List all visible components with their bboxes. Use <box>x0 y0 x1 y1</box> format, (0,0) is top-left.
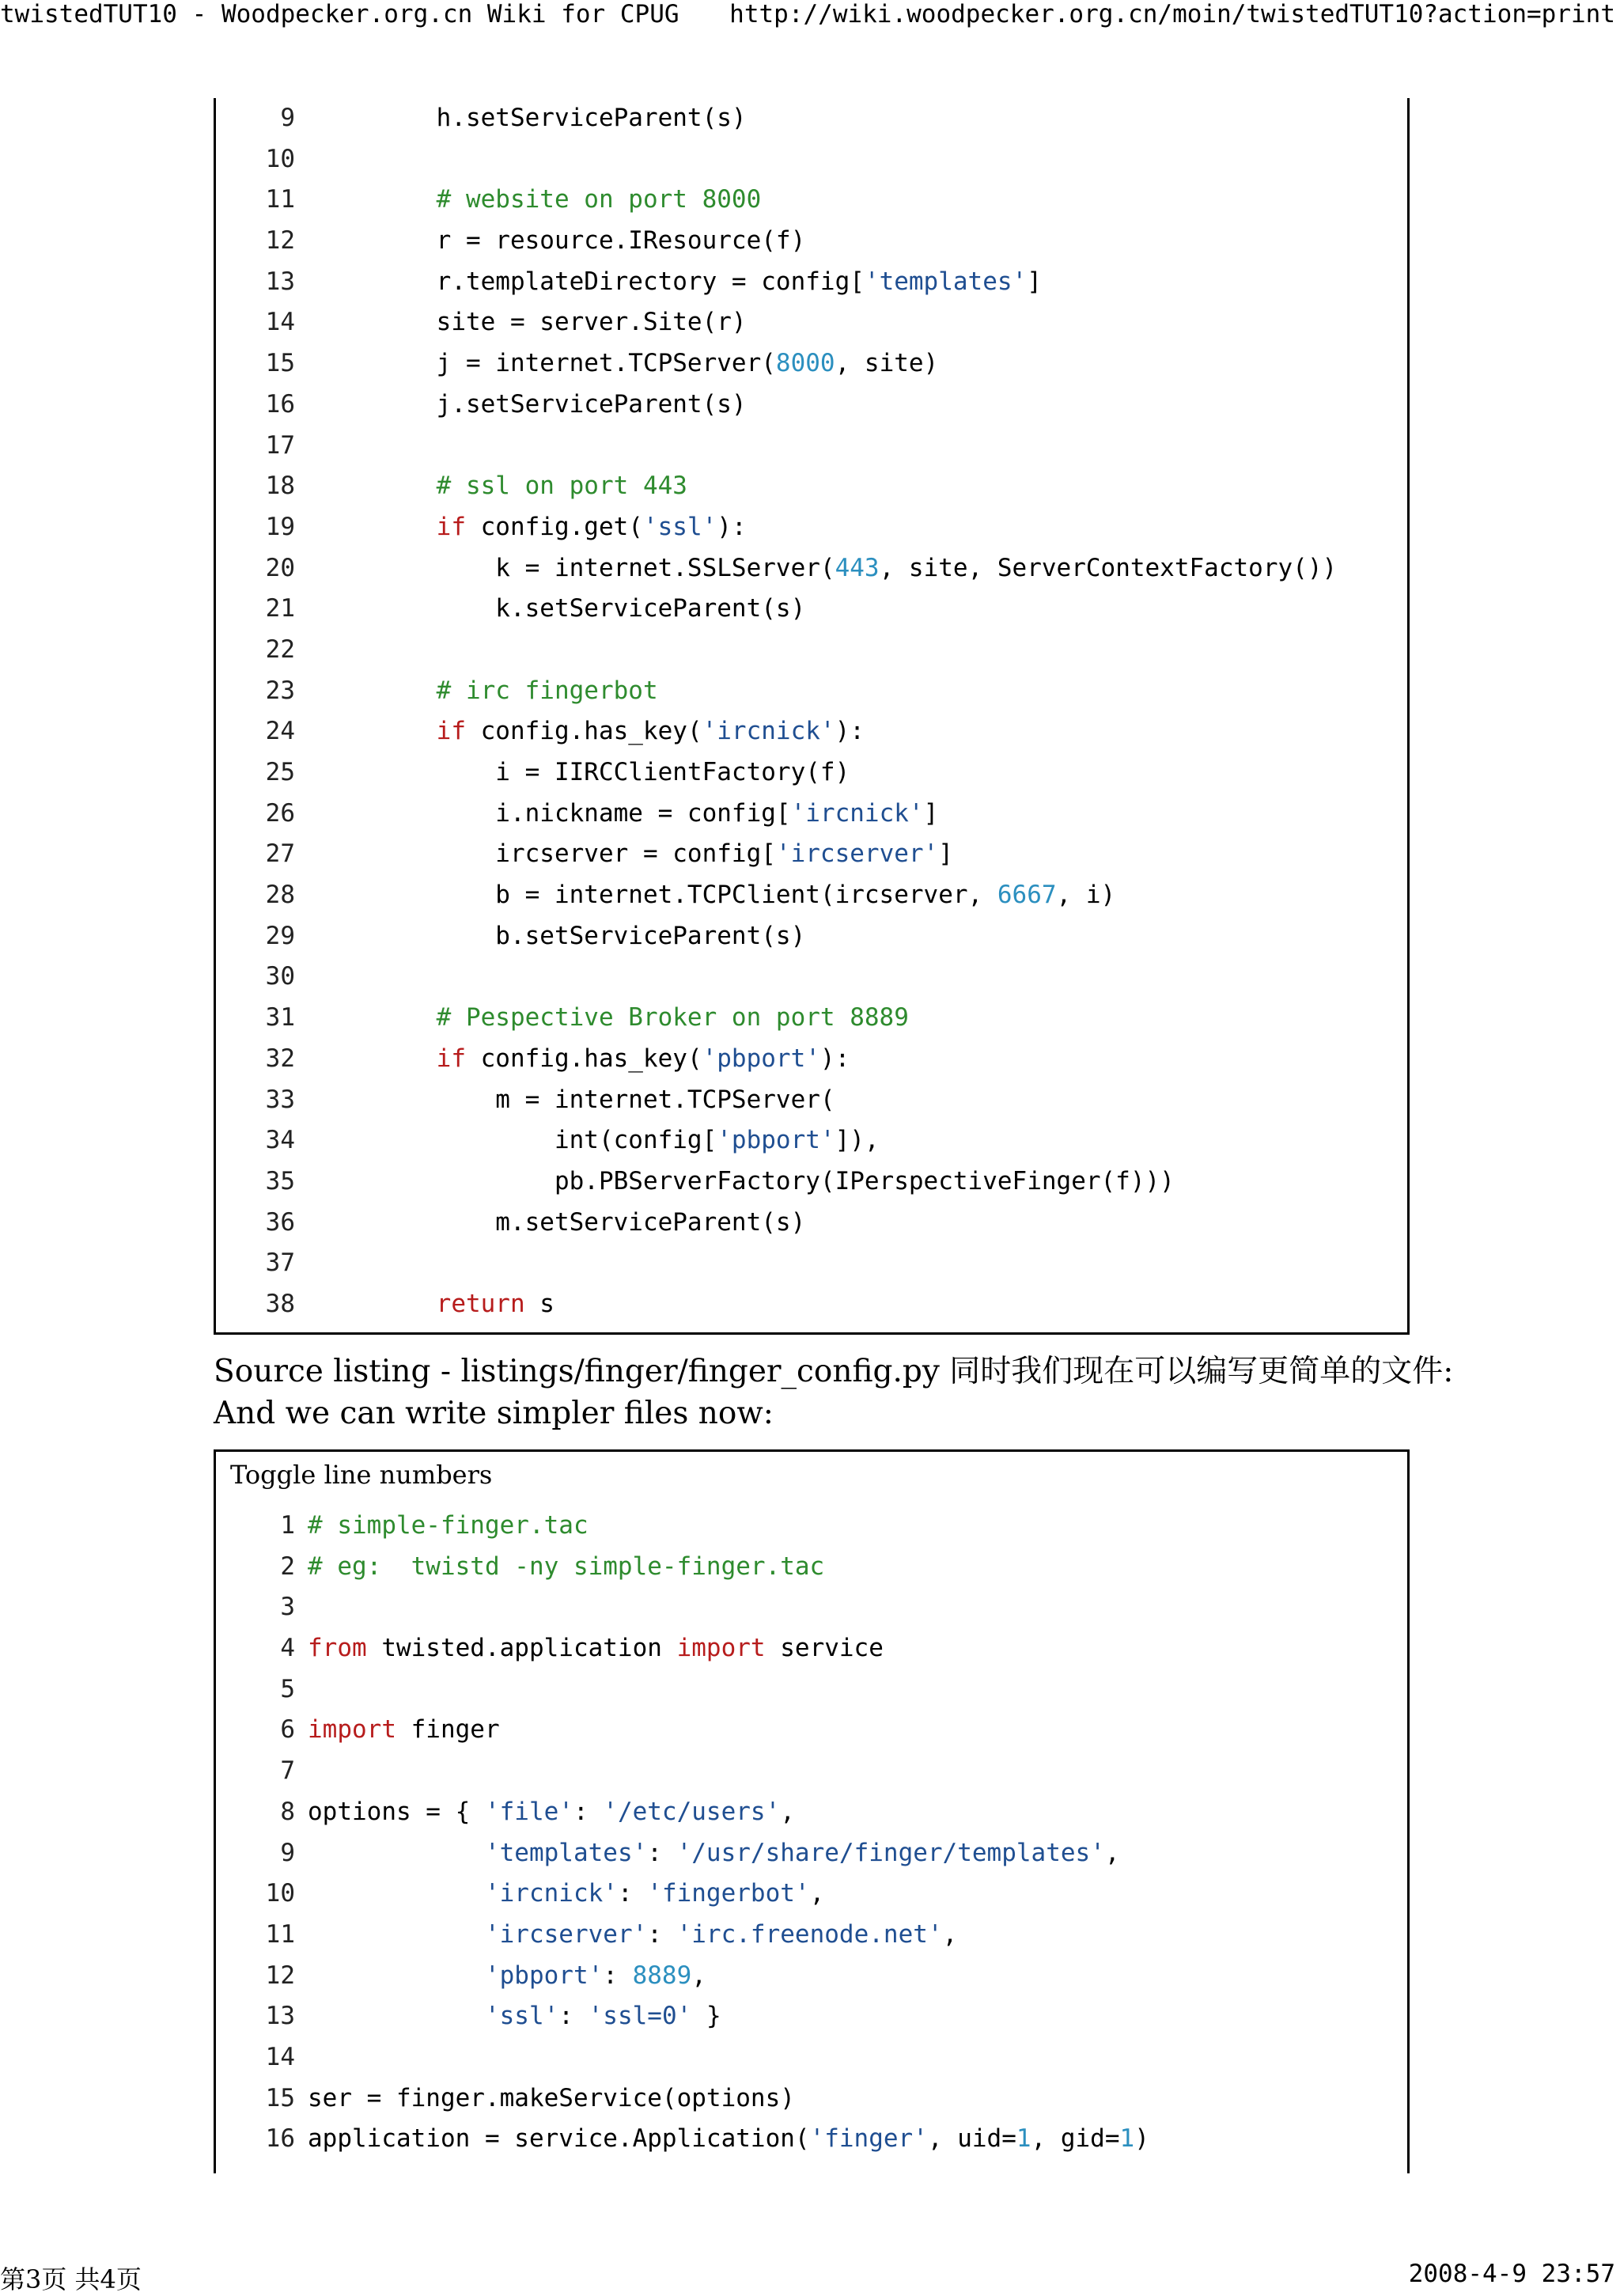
line-number: 10 <box>265 144 295 173</box>
line-number: 7 <box>280 1756 295 1786</box>
line-number: 15 <box>265 2083 295 2112</box>
code-token: 'ssl' <box>484 2002 559 2031</box>
line-number: 19 <box>265 512 295 541</box>
code-line <box>216 507 1407 548</box>
code-token: ] <box>938 839 953 869</box>
code-token: if <box>377 1044 466 1073</box>
code-token: r = resource.IResource(f) <box>377 226 806 256</box>
code-token: , <box>809 1879 825 1908</box>
code-token: 'ircnick' <box>484 1879 618 1908</box>
code-token: 'pbport' <box>717 1126 835 1155</box>
code-token: if <box>377 512 466 541</box>
line-number: 29 <box>265 921 295 950</box>
code-token: , site) <box>835 349 939 378</box>
line-number: 24 <box>265 717 295 746</box>
code-token: 443 <box>835 553 880 582</box>
code-token: 'finger' <box>809 2124 928 2154</box>
code-line <box>216 548 1407 589</box>
code-token: i = IIRCClientFactory(f) <box>377 758 850 786</box>
line-number: 18 <box>265 472 295 501</box>
line-number: 16 <box>265 389 295 419</box>
code-token: , site, ServerContextFactory()) <box>879 553 1338 582</box>
code-token: 'ssl' <box>642 512 717 541</box>
code-token: pb.PBServerFactory(IPerspectiveFinger(f))) <box>377 1166 1175 1195</box>
line-number: 37 <box>265 1248 295 1278</box>
line-number: 27 <box>265 839 295 869</box>
page-header-url[interactable]: http://wiki.woodpecker.org.cn/moin/twistedTUT10?action=print <box>729 0 1615 28</box>
code-token: , <box>780 1797 795 1826</box>
code-token: b = internet.TCPClient(ircserver, <box>377 881 997 910</box>
code-token: j = internet.TCPServer( <box>377 349 776 378</box>
line-number: 25 <box>265 758 295 786</box>
code-line <box>216 466 1407 507</box>
code-token: config.get( <box>465 512 643 541</box>
code-line <box>216 343 1407 385</box>
code-block-simple-finger <box>214 1449 1410 2173</box>
code-token: 'pbport' <box>484 1961 604 1990</box>
code-line <box>216 2078 1407 2120</box>
code-token: : <box>558 2002 589 2031</box>
code-token <box>308 2002 485 2030</box>
code-token: i.nickname = config[ <box>377 798 791 828</box>
code-token: 1 <box>1119 2124 1135 2154</box>
line-number: 32 <box>265 1044 295 1073</box>
code-token: # ssl on port 443 <box>377 472 687 501</box>
line-number: 14 <box>265 2042 295 2071</box>
code-line <box>216 1956 1407 1997</box>
code-token: 'pbport' <box>702 1044 820 1073</box>
code-listing <box>216 98 1407 1325</box>
code-line <box>216 426 1407 467</box>
line-number: 2 <box>280 1552 295 1581</box>
line-number: 15 <box>265 349 295 378</box>
code-token: '/usr/share/finger/templates' <box>676 1838 1105 1867</box>
code-token: 'ircnick' <box>790 798 924 828</box>
code-token: # website on port 8000 <box>377 185 762 214</box>
code-line <box>216 2119 1407 2160</box>
code-block-finger-config <box>214 98 1410 1335</box>
line-number: 13 <box>265 2002 295 2031</box>
code-line <box>216 1833 1407 1874</box>
code-token: h.setServiceParent(s) <box>377 104 747 132</box>
line-number: 16 <box>265 2124 295 2154</box>
line-number: 35 <box>265 1166 295 1195</box>
code-listing <box>216 1506 1407 2160</box>
code-token: 'ircserver' <box>484 1919 648 1949</box>
code-line <box>216 998 1407 1039</box>
code-token: 8000 <box>775 349 835 378</box>
code-token: m = internet.TCPServer( <box>377 1085 835 1114</box>
line-number: 13 <box>265 267 295 296</box>
line-number: 36 <box>265 1207 295 1237</box>
code-line <box>216 752 1407 794</box>
code-line <box>216 1120 1407 1161</box>
code-token: options = { <box>308 1797 485 1826</box>
code-token <box>308 1879 485 1908</box>
code-line <box>216 957 1407 998</box>
code-token: 'templates' <box>484 1838 648 1867</box>
line-number: 28 <box>265 881 295 910</box>
code-token: 'fingerbot' <box>647 1879 810 1908</box>
line-number: 34 <box>265 1126 295 1155</box>
simpler-files-paragraph: And we can write simpler files now: <box>214 1396 774 1431</box>
code-line <box>216 1284 1407 1325</box>
line-number: 1 <box>280 1511 295 1540</box>
code-line <box>216 1547 1407 1588</box>
code-token: m.setServiceParent(s) <box>377 1207 806 1237</box>
code-token: int(config[ <box>377 1126 717 1155</box>
code-token: ser = finger.makeService(options) <box>308 2083 795 2112</box>
code-line <box>216 711 1407 752</box>
line-number: 11 <box>265 1919 295 1949</box>
code-token: return <box>377 1289 525 1318</box>
code-token: service <box>765 1634 884 1663</box>
code-token: if <box>377 717 466 746</box>
line-number: 3 <box>280 1593 295 1622</box>
source-listing-caption: Source listing - listings/finger/finger_config.py 同时我们现在可以编写更简单的文件: <box>214 1354 1454 1389</box>
code-line <box>216 834 1407 875</box>
code-token: k = internet.SSLServer( <box>377 553 835 582</box>
line-number: 30 <box>265 962 295 991</box>
code-token: ircserver = config[ <box>377 839 776 869</box>
code-token <box>308 1961 485 1990</box>
code-token: , <box>691 1961 706 1990</box>
code-token: : <box>573 1797 604 1826</box>
code-line <box>216 916 1407 957</box>
code-line <box>216 262 1407 303</box>
code-line <box>216 794 1407 835</box>
code-token: , i) <box>1056 881 1116 910</box>
code-token: ] <box>1027 267 1042 296</box>
code-token: '/etc/users' <box>603 1797 781 1826</box>
line-number: 33 <box>265 1085 295 1114</box>
line-number: 12 <box>265 1961 295 1990</box>
code-token: import <box>308 1715 396 1745</box>
code-line <box>216 1915 1407 1956</box>
line-number: 14 <box>265 308 295 337</box>
code-line <box>216 630 1407 671</box>
line-number: 11 <box>265 185 295 214</box>
code-line <box>216 139 1407 180</box>
code-line <box>216 1792 1407 1833</box>
line-number: 12 <box>265 226 295 256</box>
code-token: 'ssl=0' <box>588 2002 692 2031</box>
code-line <box>216 1203 1407 1244</box>
code-token: import <box>676 1634 766 1663</box>
code-token: k.setServiceParent(s) <box>377 594 806 623</box>
page-header-title: twistedTUT10 - Woodpecker.org.cn Wiki for CPUG <box>0 0 679 28</box>
code-token: # simple-finger.tac <box>308 1511 589 1540</box>
code-token: , uid= <box>927 2124 1016 2154</box>
code-token: 6667 <box>997 881 1057 910</box>
line-number: 21 <box>265 594 295 623</box>
code-token: 'templates' <box>864 267 1028 296</box>
code-token: ): <box>717 512 747 541</box>
code-line <box>216 589 1407 630</box>
code-token: j.setServiceParent(s) <box>377 389 747 419</box>
print-datetime: 2008-4-9 23:57 <box>1408 2260 1615 2288</box>
line-number: 26 <box>265 798 295 828</box>
code-token: 'ircnick' <box>702 717 835 746</box>
code-token: ): <box>819 1044 850 1073</box>
code-token: : <box>617 1879 648 1908</box>
code-token: finger <box>396 1715 500 1745</box>
line-number: 9 <box>280 104 295 132</box>
code-line <box>216 221 1407 262</box>
line-number: 8 <box>280 1797 295 1826</box>
line-number: 4 <box>280 1634 295 1663</box>
code-line <box>216 1628 1407 1669</box>
code-line <box>216 671 1407 712</box>
code-token: 8889 <box>632 1961 692 1990</box>
code-token: , <box>1104 1838 1120 1867</box>
code-token: site = server.Site(r) <box>377 308 747 337</box>
code-token: ] <box>923 798 939 828</box>
code-token: ) <box>1134 2124 1149 2154</box>
code-token: config.has_key( <box>465 717 702 746</box>
code-line <box>216 1587 1407 1628</box>
line-number: 20 <box>265 553 295 582</box>
code-token: # irc fingerbot <box>377 676 658 705</box>
code-token: ): <box>835 717 865 746</box>
code-line <box>216 1243 1407 1284</box>
code-line <box>216 1996 1407 2037</box>
code-line <box>216 1039 1407 1080</box>
code-token: s <box>524 1289 555 1318</box>
code-token: config.has_key( <box>465 1044 702 1073</box>
page-number: 第3页 共4页 <box>0 2264 142 2294</box>
code-token: 'file' <box>484 1797 573 1826</box>
code-token: # Pespective Broker on port 8889 <box>377 1003 909 1032</box>
code-line <box>216 1751 1407 1792</box>
line-number: 38 <box>265 1289 295 1318</box>
line-number: 9 <box>280 1838 295 1867</box>
code-token: : <box>647 1919 677 1949</box>
code-token: r.templateDirectory = config[ <box>377 267 865 296</box>
code-line <box>216 2037 1407 2078</box>
line-number: 17 <box>265 430 295 460</box>
code-token: 'ircserver' <box>775 839 939 869</box>
line-number: 23 <box>265 676 295 705</box>
code-token: # eg: twistd -ny simple-finger.tac <box>308 1552 825 1581</box>
line-number: 31 <box>265 1003 295 1032</box>
code-token: 'irc.freenode.net' <box>676 1919 943 1949</box>
code-line <box>216 1669 1407 1711</box>
code-token: , gid= <box>1031 2124 1120 2154</box>
line-number: 10 <box>265 1879 295 1908</box>
code-token <box>308 1920 485 1949</box>
code-token: twisted.application <box>366 1634 677 1663</box>
code-token: : <box>603 1961 633 1990</box>
code-line <box>216 875 1407 916</box>
code-line <box>216 1874 1407 1915</box>
code-line <box>216 385 1407 426</box>
code-token: , <box>942 1919 958 1949</box>
code-token <box>308 1839 485 1867</box>
code-token: b.setServiceParent(s) <box>377 921 806 950</box>
code-line <box>216 302 1407 343</box>
code-line <box>216 1080 1407 1121</box>
toggle-line-numbers-link[interactable]: Toggle line numbers <box>230 1460 493 1490</box>
code-token: } <box>691 2002 721 2031</box>
code-token: ]), <box>835 1126 880 1155</box>
code-line <box>216 1506 1407 1547</box>
code-token: from <box>308 1634 367 1663</box>
code-line <box>216 1161 1407 1203</box>
code-token: : <box>647 1838 677 1867</box>
line-number: 22 <box>265 635 295 664</box>
code-token: 1 <box>1016 2124 1031 2154</box>
line-number: 5 <box>280 1674 295 1703</box>
code-token: application = service.Application( <box>308 2124 810 2154</box>
code-line <box>216 1710 1407 1751</box>
code-line <box>216 180 1407 221</box>
code-line <box>216 98 1407 139</box>
line-number: 6 <box>280 1715 295 1745</box>
